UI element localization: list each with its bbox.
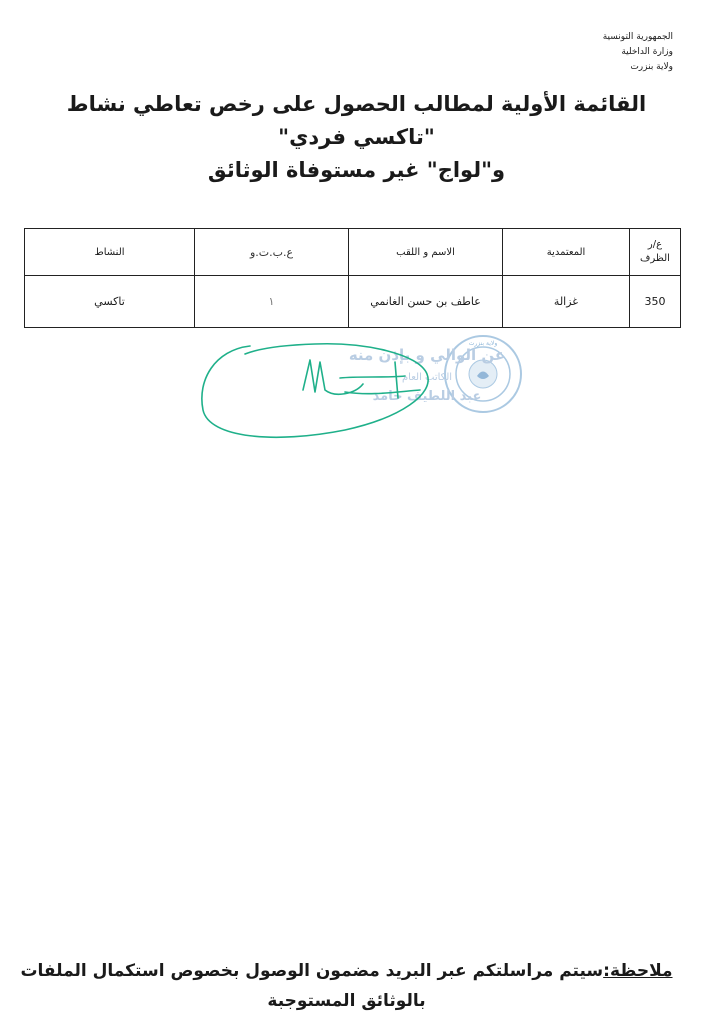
signature-and-seal [195,332,545,447]
header-republic: الجمهورية التونسية [602,32,673,42]
header-envelope-number-line2: الظرف [640,253,670,264]
applicants-table [24,228,681,328]
stamp-line-3: عبد اللطيف حامد [372,389,482,404]
stamp-line-2: الكاتب العام [401,372,453,383]
table-row [25,276,681,328]
cell-id-number-value: ١ [268,295,275,308]
footer-note [20,956,673,1016]
header-envelope-number [630,229,681,276]
stamp-line-1: عن الوالي و بإذن منه [348,346,506,364]
cell-activity: تاكسي [25,276,195,328]
cell-full-name: عاطف بن حسن الغانمي [349,276,503,328]
issuing-authority-header [493,30,673,75]
seal-text: ولاية بنزرت [468,340,498,347]
cell-delegation: غزالة [503,276,630,328]
document-title [30,88,683,187]
title-line-1: القائمة الأولية لمطالب الحصول على رخص تعاطي نشاط "تاكسي فردي" [66,92,647,149]
header-id-number-label: ع.ب.ت.و [249,245,294,259]
cell-envelope-number: 350 [630,276,681,328]
header-id-number [195,229,349,276]
header-delegation: المعتمدية [503,229,630,276]
header-full-name: الاسم و اللقب [349,229,503,276]
header-governorate: ولاية بنزرت [630,62,673,72]
header-envelope-number-line1: ع/ر [647,239,663,250]
header-ministry: وزارة الداخلية [621,47,673,57]
note-label: ملاحظة: [603,961,673,981]
note-text: سيتم مراسلتكم عبر البريد مضمون الوصول بخصوص استكمال الملفات بالوثائق المستوجبة [20,961,604,1011]
table-header-row [25,229,681,276]
cell-id-number [195,276,349,328]
header-activity: النشاط [25,229,195,276]
title-line-2: و"لواج" غير مستوفاة الوثائق [207,158,506,182]
